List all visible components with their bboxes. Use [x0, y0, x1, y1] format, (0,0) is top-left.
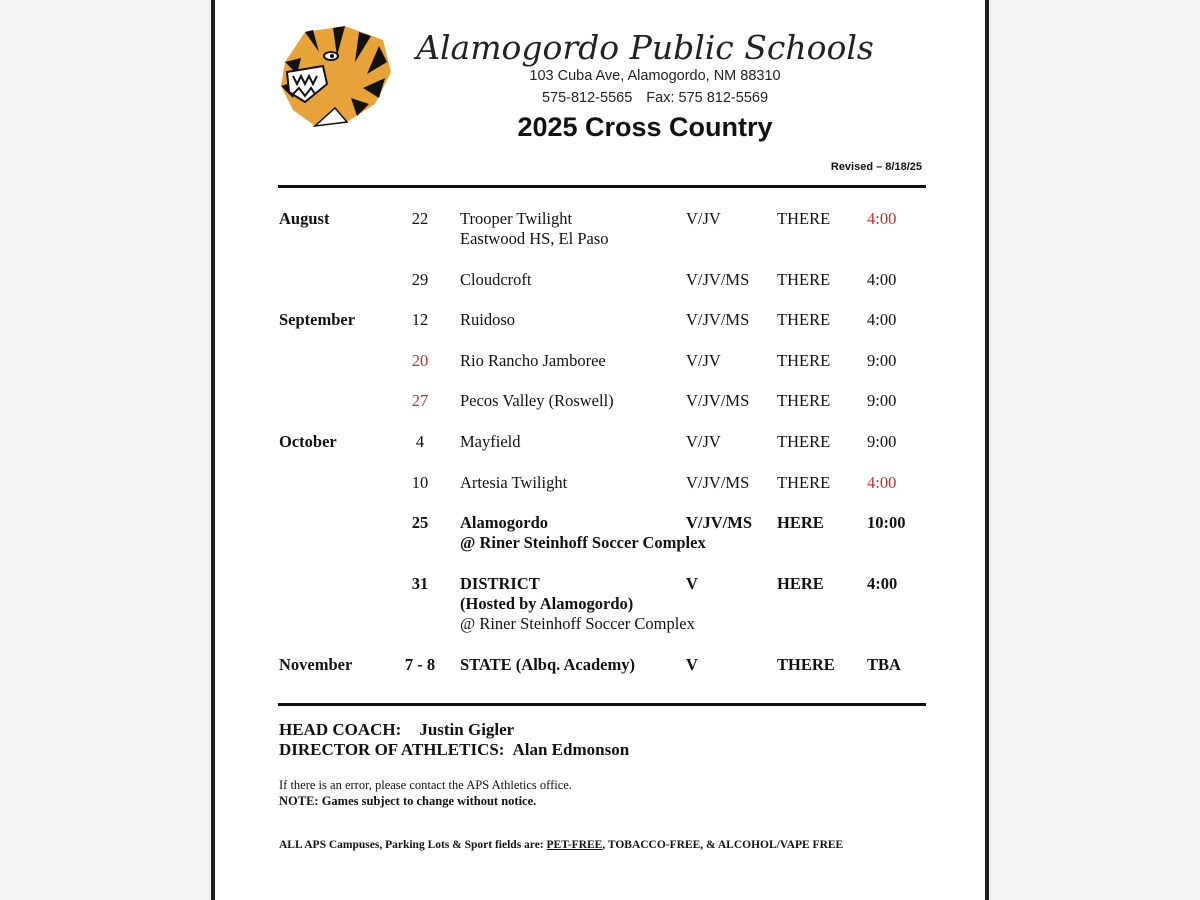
schedule-document: [211, 0, 989, 900]
location: THERE: [777, 351, 831, 370]
day: 20: [411, 351, 429, 370]
day: 12: [411, 310, 429, 329]
month-label: August: [279, 209, 330, 228]
event-name: DISTRICT (Hosted by Alamogordo) @ Riner Steinhoff Soccer Complex: [460, 574, 695, 633]
day: 4: [415, 432, 425, 451]
location: THERE: [777, 432, 831, 451]
athletic-director-line: [279, 740, 629, 760]
event-name: Pecos Valley (Roswell): [460, 391, 614, 410]
athletic-director-name: Alan Edmonson: [512, 740, 630, 759]
start-time: 9:00: [867, 432, 897, 451]
start-time: 9:00: [867, 391, 897, 410]
location: THERE: [777, 310, 831, 329]
level: V/JV/MS: [686, 270, 750, 289]
level: V/JV/MS: [686, 513, 752, 532]
event-name: Rio Rancho Jamboree: [460, 351, 606, 370]
start-time: 4:00: [867, 270, 897, 289]
head-coach-label: HEAD COACH:: [279, 720, 402, 739]
error-note: If there is an error, please contact the APS Athletics office.: [279, 778, 572, 792]
level: V/JV: [686, 209, 721, 228]
event-host: (Hosted by Alamogordo): [460, 594, 634, 613]
location: THERE: [777, 270, 831, 289]
level: V: [686, 655, 698, 674]
fax-number: Fax: 575 812-5569: [646, 90, 769, 106]
school-address: 103 Cuba Ave, Alamogordo, NM 88310: [529, 68, 781, 84]
day: 25: [411, 513, 429, 532]
event-name: STATE (Albq. Academy): [460, 655, 635, 674]
start-time: 4:00: [867, 209, 897, 228]
tiger-mascot-logo: [275, 22, 395, 128]
month-label: November: [279, 655, 353, 674]
location: THERE: [777, 655, 835, 674]
change-note: NOTE: Games subject to change without notice.: [279, 794, 537, 808]
document-title: 2025 Cross Country: [517, 112, 773, 142]
day: 31: [411, 574, 429, 593]
bottom-divider: [278, 703, 926, 706]
revised-date: Revised – 8/18/25: [830, 161, 922, 173]
level: V/JV/MS: [686, 310, 750, 329]
month-label: September: [279, 310, 356, 329]
school-phone-line: [435, 90, 875, 106]
level: V/JV/MS: [686, 391, 750, 410]
event-name: Ruidoso: [460, 310, 516, 329]
event-venue: @ Riner Steinhoff Soccer Complex: [460, 533, 706, 552]
pet-free-text: PET-FREE: [546, 839, 603, 851]
day: 29: [411, 270, 429, 289]
event-venue: Eastwood HS, El Paso: [460, 229, 609, 248]
level: V/JV/MS: [686, 473, 750, 492]
level: V/JV: [686, 432, 721, 451]
event-name: Mayfield: [460, 432, 521, 451]
athletic-director-label: DIRECTOR OF ATHLETICS:: [279, 740, 505, 759]
school-name: Alamogordo Public Schools: [416, 28, 874, 67]
location: THERE: [777, 473, 831, 492]
start-time: TBA: [867, 655, 901, 674]
event-name: Alamogordo @ Riner Steinhoff Soccer Complex: [460, 513, 706, 552]
head-coach-line: [279, 720, 514, 740]
event-name: Artesia Twilight: [460, 473, 568, 492]
event-name: Cloudcroft: [460, 270, 532, 289]
start-time: 4:00: [867, 310, 897, 329]
day: 22: [411, 209, 429, 228]
location: HERE: [777, 513, 824, 532]
event-name: Trooper Twilight Eastwood HS, El Paso: [460, 209, 609, 248]
phone-number: 575-812-5565: [541, 90, 633, 106]
level: V: [686, 574, 698, 593]
location: THERE: [777, 391, 831, 410]
location: THERE: [777, 209, 831, 228]
day: 27: [411, 391, 429, 410]
top-divider: [278, 185, 926, 188]
start-time: 4:00: [867, 574, 898, 593]
day: 10: [411, 473, 429, 492]
month-label: October: [279, 432, 337, 451]
day: 7 - 8: [404, 655, 436, 674]
start-time: 9:00: [867, 351, 897, 370]
campus-policy-footer: ALL APS Campuses, Parking Lots & Sport fields are: PET-FREE, TOBACCO-FREE, & ALCOHOL/VAPE FREE: [279, 839, 844, 851]
event-venue: @ Riner Steinhoff Soccer Complex: [460, 614, 695, 633]
level: V/JV: [686, 351, 721, 370]
start-time: 4:00: [867, 473, 897, 492]
location: HERE: [777, 574, 824, 593]
start-time: 10:00: [867, 513, 906, 532]
head-coach-name: Justin Gigler: [419, 720, 515, 739]
